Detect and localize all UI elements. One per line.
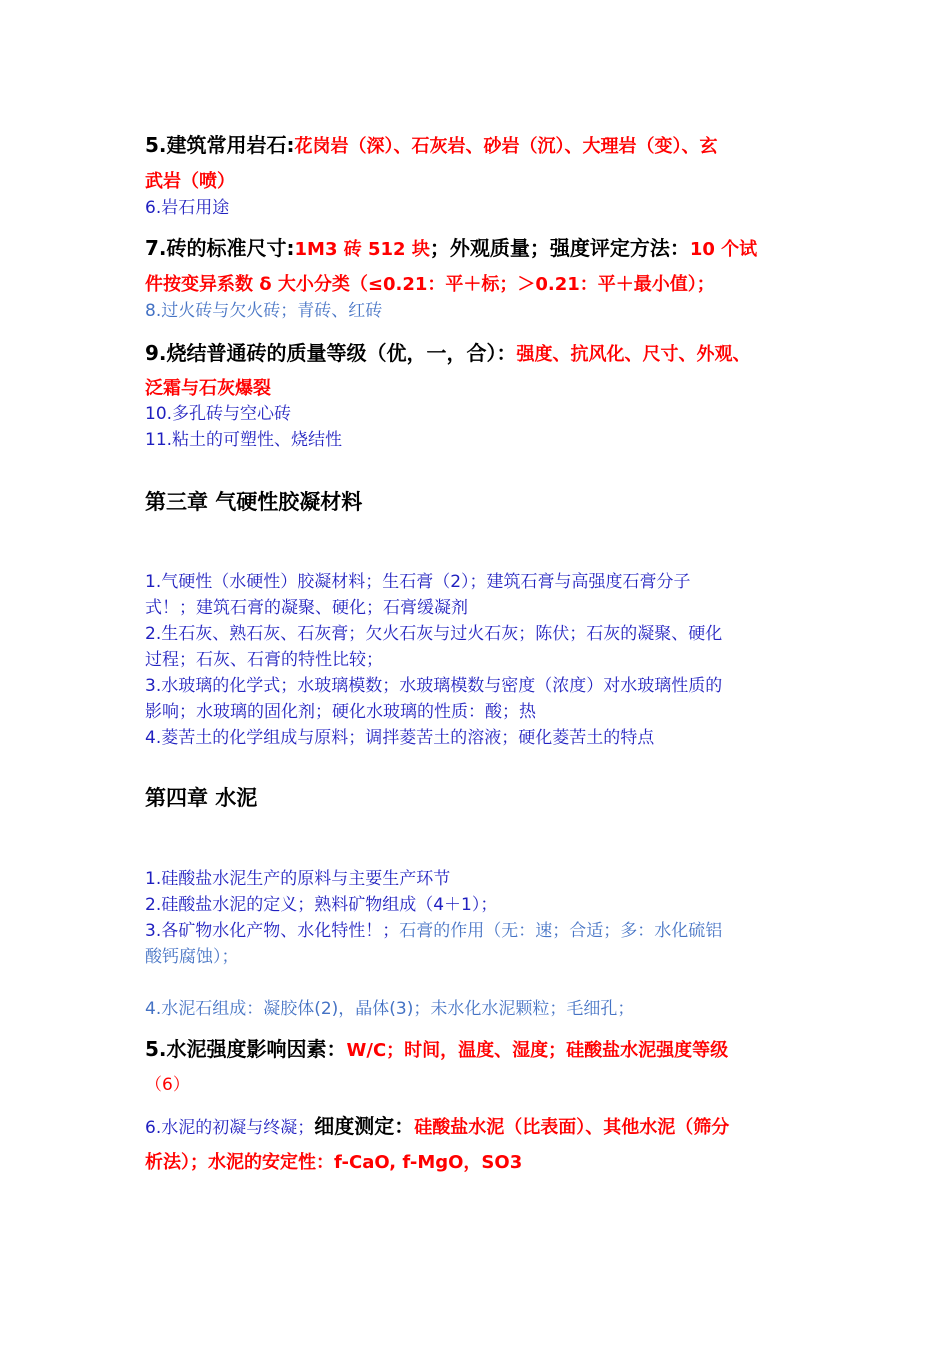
line-brick-grade (145, 341, 751, 366)
ch3-text-1: 1.气硬性（水硬性）胶凝材料；生石膏（2）；建筑石膏与高强度石膏分子 (145, 572, 691, 592)
line-rock-use (145, 198, 229, 218)
item-8: 8.过火砖与欠火砖；青砖、红砖 (145, 301, 383, 321)
ch4-text-1: 1.硅酸盐水泥生产的原料与主要生产环节 (145, 869, 451, 889)
ch3-text-6: 影响；水玻璃的固化剂；硬化水玻璃的性质：酸；热 (145, 702, 536, 722)
item-5-heading: 5.建筑常用岩石: (145, 133, 295, 157)
item-7-size: 1M3 砖 512 块 (294, 239, 430, 260)
ch4-text-8a: 6.水泥的初凝与终凝； (145, 1118, 315, 1138)
item-11: 11.粘土的可塑性、烧结性 (145, 430, 343, 450)
ch3-line-2 (145, 598, 468, 618)
line-clay (145, 430, 342, 450)
line-porous-brick (145, 404, 291, 424)
chapter-4-title: 第四章 水泥 (145, 786, 258, 810)
ch4-text-5: 4.水泥石组成：凝胶体(2)，晶体(3)；未水化水泥颗粒；毛细孔； (145, 999, 635, 1019)
ch4-line-1 (145, 869, 450, 889)
ch4-text-8b: 细度测定： (314, 1114, 415, 1138)
ch3-line-4 (145, 650, 383, 670)
line-rocks (145, 133, 718, 158)
chapter-3-title: 第三章 气硬性胶凝材料 (145, 490, 363, 514)
item-7-method-cont: 件按变异系数 δ 大小分类（≤0.21：平＋标；＞0.21：平＋最小值）； (145, 274, 715, 295)
ch3-line-3 (145, 624, 722, 644)
line-brick-size-cont (145, 274, 715, 296)
ch3-text-5: 3.水玻璃的化学式；水玻璃模数；水玻璃模数与密度（浓度）对水玻璃性质的 (145, 676, 723, 696)
ch3-text-3: 2.生石灰、熟石灰、石灰膏；欠火石灰与过火石灰；陈伏；石灰的凝聚、硬化 (145, 624, 723, 644)
ch3-text-2: 式！；建筑石膏的凝聚、硬化；石膏缓凝剂 (145, 598, 468, 618)
chapter-4-heading (145, 786, 257, 811)
line-brick-fire (145, 301, 382, 321)
ch3-line-5 (145, 676, 722, 696)
chapter-3-heading (145, 490, 362, 515)
ch4-text-3a: 3.各矿物水化产物、水化特性！； (145, 921, 400, 941)
ch4-text-3b: 石膏的作用（无：速；合适；多：水化硫铝 (399, 921, 723, 941)
ch4-text-4: 酸钙腐蚀）； (145, 947, 239, 967)
item-7-heading: 7.砖的标准尺寸: (145, 236, 295, 260)
item-9-detail: 强度、抗风化、尺寸、外观、 (516, 344, 751, 365)
ch3-line-6 (145, 702, 536, 722)
item-9-detail-cont: 泛霜与石灰爆裂 (145, 378, 271, 399)
ch4-text-2: 2.硅酸盐水泥的定义；熟料矿物组成（4＋1）； (145, 895, 498, 915)
ch4-line-6 (145, 1037, 728, 1062)
ch4-text-9: 析法）；水泥的安定性：f-CaO, f-MgO，SO3 (145, 1152, 523, 1173)
ch4-text-7: （6） (145, 1075, 190, 1095)
item-5-detail: 花岗岩（深）、石灰岩、砂岩（沉）、大理岩（变）、玄 (294, 136, 718, 157)
item-5-detail-cont: 武岩（喷） (145, 171, 235, 192)
ch4-line-7 (145, 1075, 190, 1095)
line-rocks-cont (145, 171, 235, 193)
line-brick-grade-cont (145, 378, 271, 400)
ch4-line-2 (145, 895, 497, 915)
ch4-line-9 (145, 1152, 522, 1174)
item-7-method: 10 个试 (689, 239, 758, 260)
ch3-line-1 (145, 572, 691, 592)
ch3-text-4: 过程；石灰、石膏的特性比较； (145, 650, 383, 670)
ch4-line-4 (145, 947, 239, 967)
item-10: 10.多孔砖与空心砖 (145, 404, 292, 424)
ch4-text-6-heading: 5.水泥强度影响因素： (145, 1037, 347, 1061)
ch4-line-3 (145, 921, 722, 941)
ch3-text-7: 4.菱苦土的化学组成与原料；调拌菱苦土的溶液；硬化菱苦土的特点 (145, 728, 655, 748)
ch4-text-8c: 硅酸盐水泥（比表面）、其他水泥（筛分 (414, 1117, 730, 1138)
item-6: 6.岩石用途 (145, 198, 230, 218)
ch4-line-5 (145, 999, 634, 1019)
item-9-heading: 9.烧结普通砖的质量等级（优，一，合）： (145, 341, 517, 365)
item-7-mid: ；外观质量；强度评定方法： (429, 236, 690, 260)
line-brick-size (145, 236, 757, 261)
ch3-line-7 (145, 728, 654, 748)
ch4-line-8 (145, 1114, 729, 1139)
ch4-text-6-detail: W/C；时间，温度、湿度；硅酸盐水泥强度等级 (346, 1040, 729, 1061)
